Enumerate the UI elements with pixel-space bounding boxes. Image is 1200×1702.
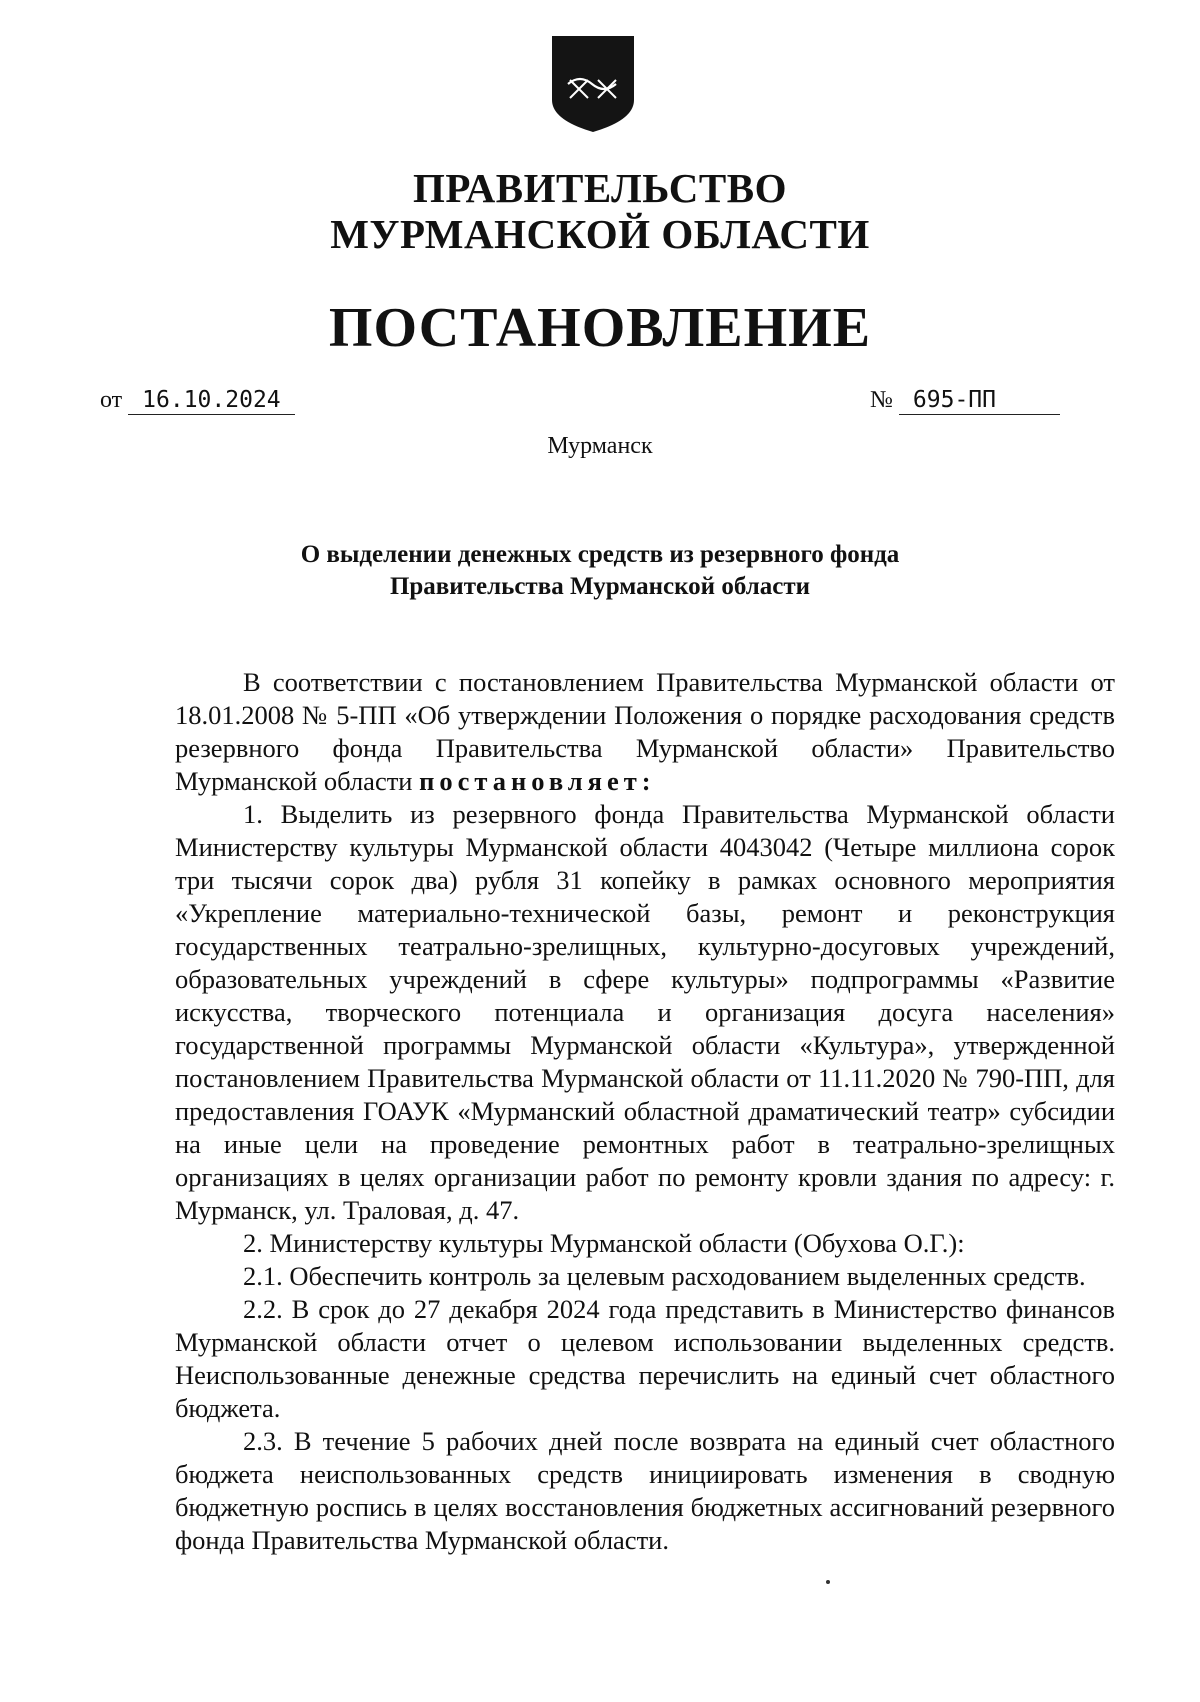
- org-name-line-1: ПРАВИТЕЛЬСТВО: [412, 165, 788, 211]
- document-type: ПОСТАНОВЛЕНИЕ: [328, 297, 872, 359]
- title-line-1: О выделении денежных средств из резервного фонда: [300, 541, 900, 568]
- date-field: [100, 388, 295, 415]
- number-value: 695-ПП: [899, 389, 1060, 415]
- date-prefix: от: [100, 387, 123, 413]
- preamble-paragraph: [175, 666, 1115, 798]
- document-title: [0, 539, 1200, 603]
- document-body: [175, 666, 1115, 1557]
- date-value: 16.10.2024: [128, 389, 294, 415]
- decree-word: постановляет:: [419, 766, 656, 796]
- paragraph-2-3: 2.3. В течение 5 рабочих дней после возврата на единый счет областного бюджета неиспользованных средств инициировать изменения в сводную бюджетную роспись в целях восстановления бюджетных ассигнований резервного фонда Правительства Мурманской области.: [175, 1426, 1115, 1555]
- org-name-line-2: МУРМАНСКОЙ ОБЛАСТИ: [330, 211, 870, 257]
- preamble-text: В соответствии с постановлением Правительства Мурманской области от 18.01.2008 № 5-ПП «Об утверждении Положения о порядке расходования средств резервного фонда Правительства Мурманской области» Правительство Мурманской области: [175, 667, 1115, 796]
- paragraph-2-1: 2.1. Обеспечить контроль за целевым расходованием выделенных средств.: [243, 1261, 1086, 1291]
- paragraph-2-2: 2.2. В срок до 27 декабря 2024 года представить в Министерство финансов Мурманской области отчет о целевом использовании выделенных средств. Неиспользованные денежные средства перечислить на единый счет областного бюджета.: [175, 1294, 1115, 1423]
- scan-speck: [826, 1580, 830, 1584]
- number-prefix: №: [870, 387, 893, 413]
- paragraph-1: 1. Выделить из резервного фонда Правительства Мурманской области Министерству культуры Мурманской области 4043042 (Четыре миллиона сорок три тысячи сорок два) рубля 31 копейку в рамках основного мероприятия «Укрепление материально-технической базы, ремонт и реконструкция государственных театрально-зрелищных, культурно-досуговых учреждений, образовательных учреждений в сфере культуры» подпрограммы «Развитие искусства, творческого потенциала и организация досуга населения» государственной программы Мурманской области «Культура», утвержденной постановлением Правительства Мурманской области от 11.11.2020 № 790-ПП, для предоставления ГОАУК «Мурманский областной драматический театр» субсидии на иные цели на проведение ремонтных работ в театрально-зрелищных организациях в целях организации работ по ремонту кровли здания по адресу: г. Мурманск, ул. Траловая, д. 47.: [175, 799, 1115, 1225]
- paragraph-2: 2. Министерству культуры Мурманской области (Обухова О.Г.):: [243, 1228, 965, 1258]
- city-name: Мурманск: [547, 433, 653, 459]
- title-line-2: Правительства Мурманской области: [389, 573, 811, 600]
- coat-of-arms-icon: [548, 34, 638, 134]
- number-field: [870, 388, 1060, 415]
